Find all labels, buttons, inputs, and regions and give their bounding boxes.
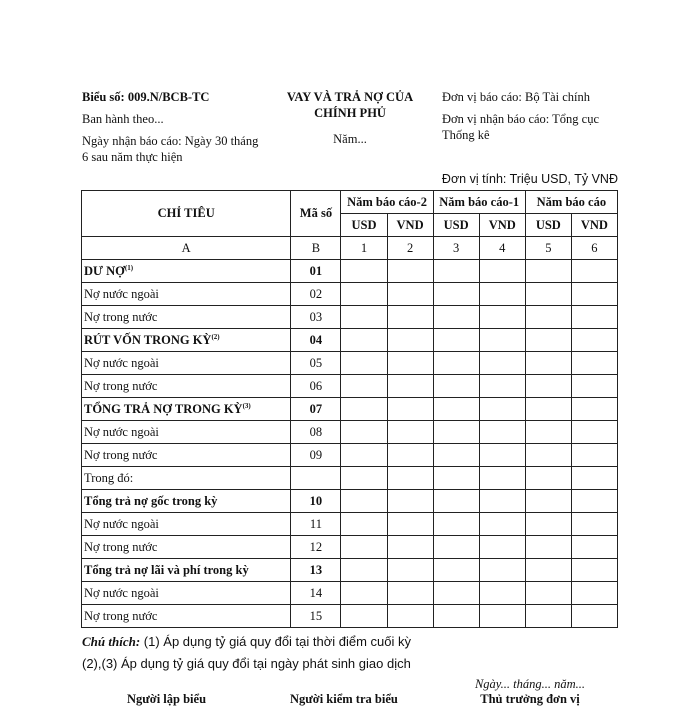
value-cell[interactable] xyxy=(387,352,433,375)
value-cell[interactable] xyxy=(525,559,571,582)
reporting-unit: Đơn vị báo cáo: Bộ Tài chính xyxy=(442,90,591,104)
value-cell[interactable] xyxy=(433,559,479,582)
value-cell[interactable] xyxy=(525,260,571,283)
value-cell[interactable] xyxy=(433,444,479,467)
indicator-cell xyxy=(82,306,291,329)
value-cell[interactable] xyxy=(479,467,525,490)
header-left xyxy=(82,89,262,165)
value-cell[interactable] xyxy=(571,329,617,352)
value-cell[interactable] xyxy=(525,375,571,398)
value-cell[interactable] xyxy=(479,444,525,467)
indicator-cell xyxy=(82,490,291,513)
indicator-label: Nợ trong nước xyxy=(84,378,158,393)
table-row xyxy=(82,398,618,421)
value-cell[interactable] xyxy=(387,605,433,628)
value-cell[interactable] xyxy=(525,582,571,605)
value-cell[interactable] xyxy=(387,490,433,513)
value-cell[interactable] xyxy=(387,467,433,490)
value-cell[interactable] xyxy=(571,352,617,375)
currency-header: USD xyxy=(525,214,571,237)
table-row xyxy=(82,444,618,467)
indicator-label: Trong đó: xyxy=(84,470,134,485)
table-row xyxy=(82,306,618,329)
value-cell[interactable] xyxy=(479,536,525,559)
code-cell: 14 xyxy=(291,582,341,605)
value-cell[interactable] xyxy=(387,444,433,467)
table-row xyxy=(82,490,618,513)
code-cell: 13 xyxy=(291,559,341,582)
value-cell[interactable] xyxy=(433,467,479,490)
debt-report-table xyxy=(81,190,618,628)
value-cell[interactable] xyxy=(341,513,387,536)
code-cell: 04 xyxy=(291,329,341,352)
value-cell[interactable] xyxy=(433,375,479,398)
value-cell[interactable] xyxy=(341,352,387,375)
value-cell[interactable] xyxy=(479,582,525,605)
currency-header: USD xyxy=(433,214,479,237)
signature-preparer: Người lập biểu xyxy=(127,692,207,706)
code-cell: 07 xyxy=(291,398,341,421)
value-cell[interactable] xyxy=(479,513,525,536)
footnote-marker: (3) xyxy=(242,401,251,410)
col-indicator-header: CHỈ TIÊU xyxy=(82,191,291,237)
value-cell[interactable] xyxy=(525,398,571,421)
currency-header: VND xyxy=(571,214,617,237)
value-cell[interactable] xyxy=(571,260,617,283)
value-cell[interactable] xyxy=(525,513,571,536)
value-cell[interactable] xyxy=(525,306,571,329)
notes-label: Chú thích: xyxy=(82,634,141,649)
table-row xyxy=(82,467,618,490)
index-cell: 6 xyxy=(571,237,617,260)
table-body xyxy=(82,260,618,628)
value-cell[interactable] xyxy=(571,559,617,582)
value-cell[interactable] xyxy=(479,605,525,628)
index-cell: 5 xyxy=(525,237,571,260)
value-cell[interactable] xyxy=(433,490,479,513)
value-cell[interactable] xyxy=(341,329,387,352)
value-cell[interactable] xyxy=(525,352,571,375)
footnote-marker: (2) xyxy=(211,332,220,341)
indicator-cell xyxy=(82,536,291,559)
year-group-header: Năm báo cáo-1 xyxy=(433,191,525,214)
value-cell[interactable] xyxy=(479,421,525,444)
value-cell[interactable] xyxy=(479,490,525,513)
index-cell: B xyxy=(291,237,341,260)
indicator-label: RÚT VỐN TRONG KỲ xyxy=(84,332,212,347)
value-cell[interactable] xyxy=(387,421,433,444)
value-cell[interactable] xyxy=(433,605,479,628)
indicator-cell xyxy=(82,605,291,628)
value-cell[interactable] xyxy=(479,352,525,375)
notes xyxy=(82,631,411,675)
indicator-label: DƯ NỢ xyxy=(84,263,125,278)
indicator-label: Nợ trong nước xyxy=(84,539,158,554)
col-code-header: Mã số xyxy=(291,191,341,237)
note-2: (2),(3) Áp dụng tỷ giá quy đổi tại ngày phát sinh giao dịch xyxy=(82,656,411,671)
code-cell: 11 xyxy=(291,513,341,536)
value-cell[interactable] xyxy=(571,375,617,398)
currency-header: USD xyxy=(341,214,387,237)
table-row xyxy=(82,352,618,375)
value-cell[interactable] xyxy=(387,260,433,283)
table-row xyxy=(82,536,618,559)
value-cell[interactable] xyxy=(525,467,571,490)
table-row xyxy=(82,513,618,536)
indicator-label: TỔNG TRẢ NỢ TRONG KỲ xyxy=(84,401,243,416)
value-cell[interactable] xyxy=(341,375,387,398)
indicator-label: Nợ nước ngoài xyxy=(84,585,159,600)
index-cell: A xyxy=(82,237,291,260)
value-cell[interactable] xyxy=(525,421,571,444)
value-cell[interactable] xyxy=(525,444,571,467)
indicator-cell xyxy=(82,559,291,582)
note-1: (1) Áp dụng tỷ giá quy đổi tại thời điểm cuối kỳ xyxy=(143,634,412,649)
index-cell: 1 xyxy=(341,237,387,260)
value-cell[interactable] xyxy=(433,536,479,559)
indicator-cell xyxy=(82,582,291,605)
indicator-label: Nợ trong nước xyxy=(84,608,158,623)
value-cell[interactable] xyxy=(479,306,525,329)
table-row xyxy=(82,421,618,444)
indicator-cell xyxy=(82,283,291,306)
value-cell[interactable] xyxy=(341,467,387,490)
indicator-cell xyxy=(82,398,291,421)
value-cell[interactable] xyxy=(571,536,617,559)
indicator-cell xyxy=(82,513,291,536)
header-center xyxy=(270,89,430,147)
currency-header: VND xyxy=(387,214,433,237)
table-row xyxy=(82,260,618,283)
value-cell[interactable] xyxy=(525,605,571,628)
code-cell: 06 xyxy=(291,375,341,398)
value-cell[interactable] xyxy=(479,329,525,352)
value-cell[interactable] xyxy=(479,283,525,306)
value-cell[interactable] xyxy=(525,536,571,559)
value-cell[interactable] xyxy=(433,260,479,283)
currency-header: VND xyxy=(479,214,525,237)
table-row xyxy=(82,559,618,582)
code-cell: 02 xyxy=(291,283,341,306)
value-cell[interactable] xyxy=(387,559,433,582)
code-cell: 05 xyxy=(291,352,341,375)
indicator-label: Nợ nước ngoài xyxy=(84,424,159,439)
indicator-label: Nợ nước ngoài xyxy=(84,516,159,531)
report-year: Năm... xyxy=(333,132,367,146)
signature-date: Ngày... tháng... năm... xyxy=(474,677,586,691)
table-row xyxy=(82,283,618,306)
signature-checker: Người kiểm tra biểu xyxy=(290,692,398,706)
index-cell: 4 xyxy=(479,237,525,260)
value-cell[interactable] xyxy=(571,582,617,605)
indicator-cell xyxy=(82,444,291,467)
value-cell[interactable] xyxy=(571,421,617,444)
receiving-unit: Đơn vị nhận báo cáo: Tổng cục Thống kê xyxy=(442,112,600,142)
table-row xyxy=(82,582,618,605)
value-cell[interactable] xyxy=(433,398,479,421)
value-cell[interactable] xyxy=(571,490,617,513)
value-cell[interactable] xyxy=(341,306,387,329)
signature-date-block xyxy=(440,677,620,707)
code-cell xyxy=(291,467,341,490)
value-cell[interactable] xyxy=(479,398,525,421)
value-cell[interactable] xyxy=(571,467,617,490)
receive-date: Ngày nhận báo cáo: Ngày 30 tháng 6 sau năm thực hiện xyxy=(82,134,259,164)
table-row xyxy=(82,605,618,628)
code-cell: 09 xyxy=(291,444,341,467)
report-title-line2: CHÍNH PHỦ xyxy=(314,106,386,120)
header-right xyxy=(442,89,622,143)
value-cell[interactable] xyxy=(341,559,387,582)
value-cell[interactable] xyxy=(387,283,433,306)
index-cell: 2 xyxy=(387,237,433,260)
value-cell[interactable] xyxy=(571,283,617,306)
value-cell[interactable] xyxy=(341,398,387,421)
index-cell: 3 xyxy=(433,237,479,260)
year-group-header: Năm báo cáo xyxy=(525,191,617,214)
value-cell[interactable] xyxy=(571,444,617,467)
value-cell[interactable] xyxy=(387,306,433,329)
value-cell[interactable] xyxy=(525,329,571,352)
value-cell[interactable] xyxy=(387,536,433,559)
value-cell[interactable] xyxy=(433,513,479,536)
value-cell[interactable] xyxy=(341,444,387,467)
indicator-cell xyxy=(82,467,291,490)
value-cell[interactable] xyxy=(341,582,387,605)
value-cell[interactable] xyxy=(433,306,479,329)
value-cell[interactable] xyxy=(433,582,479,605)
code-cell: 01 xyxy=(291,260,341,283)
indicator-cell xyxy=(82,421,291,444)
table-row xyxy=(82,329,618,352)
signature-head: Thủ trưởng đơn vị xyxy=(480,692,580,706)
code-cell: 03 xyxy=(291,306,341,329)
value-cell[interactable] xyxy=(479,559,525,582)
table-row xyxy=(82,375,618,398)
value-cell[interactable] xyxy=(433,352,479,375)
value-cell[interactable] xyxy=(341,260,387,283)
value-cell[interactable] xyxy=(341,605,387,628)
indicator-cell xyxy=(82,329,291,352)
indicator-cell xyxy=(82,260,291,283)
value-cell[interactable] xyxy=(525,283,571,306)
unit-of-measure: Đơn vị tính: Triệu USD, Tỷ VNĐ xyxy=(441,172,618,186)
value-cell[interactable] xyxy=(525,490,571,513)
value-cell[interactable] xyxy=(387,375,433,398)
indicator-label: Nợ trong nước xyxy=(84,309,158,324)
value-cell[interactable] xyxy=(571,605,617,628)
footnote-marker: (1) xyxy=(124,263,134,272)
report-title-line1: VAY VÀ TRẢ NỢ CỦA xyxy=(286,90,414,104)
code-cell: 15 xyxy=(291,605,341,628)
value-cell[interactable] xyxy=(433,329,479,352)
value-cell[interactable] xyxy=(571,513,617,536)
value-cell[interactable] xyxy=(341,421,387,444)
indicator-label: Nợ nước ngoài xyxy=(84,286,159,301)
indicator-cell xyxy=(82,375,291,398)
value-cell[interactable] xyxy=(387,329,433,352)
value-cell[interactable] xyxy=(479,260,525,283)
value-cell[interactable] xyxy=(479,375,525,398)
code-cell: 12 xyxy=(291,536,341,559)
value-cell[interactable] xyxy=(387,513,433,536)
issued-by: Ban hành theo... xyxy=(82,112,164,126)
value-cell[interactable] xyxy=(433,421,479,444)
value-cell[interactable] xyxy=(571,306,617,329)
indicator-label: Tổng trả nợ lãi và phí trong kỳ xyxy=(84,562,249,577)
value-cell[interactable] xyxy=(341,536,387,559)
form-code: Biểu số: 009.N/BCB-TC xyxy=(82,90,210,104)
code-cell: 08 xyxy=(291,421,341,444)
code-cell: 10 xyxy=(291,490,341,513)
value-cell[interactable] xyxy=(387,582,433,605)
indicator-label: Tổng trả nợ gốc trong kỳ xyxy=(84,493,218,508)
year-group-header: Năm báo cáo-2 xyxy=(341,191,433,214)
indicator-label: Nợ trong nước xyxy=(84,447,158,462)
indicator-cell xyxy=(82,352,291,375)
value-cell[interactable] xyxy=(571,398,617,421)
indicator-label: Nợ nước ngoài xyxy=(84,355,159,370)
value-cell[interactable] xyxy=(341,490,387,513)
value-cell[interactable] xyxy=(387,398,433,421)
value-cell[interactable] xyxy=(341,283,387,306)
value-cell[interactable] xyxy=(433,283,479,306)
